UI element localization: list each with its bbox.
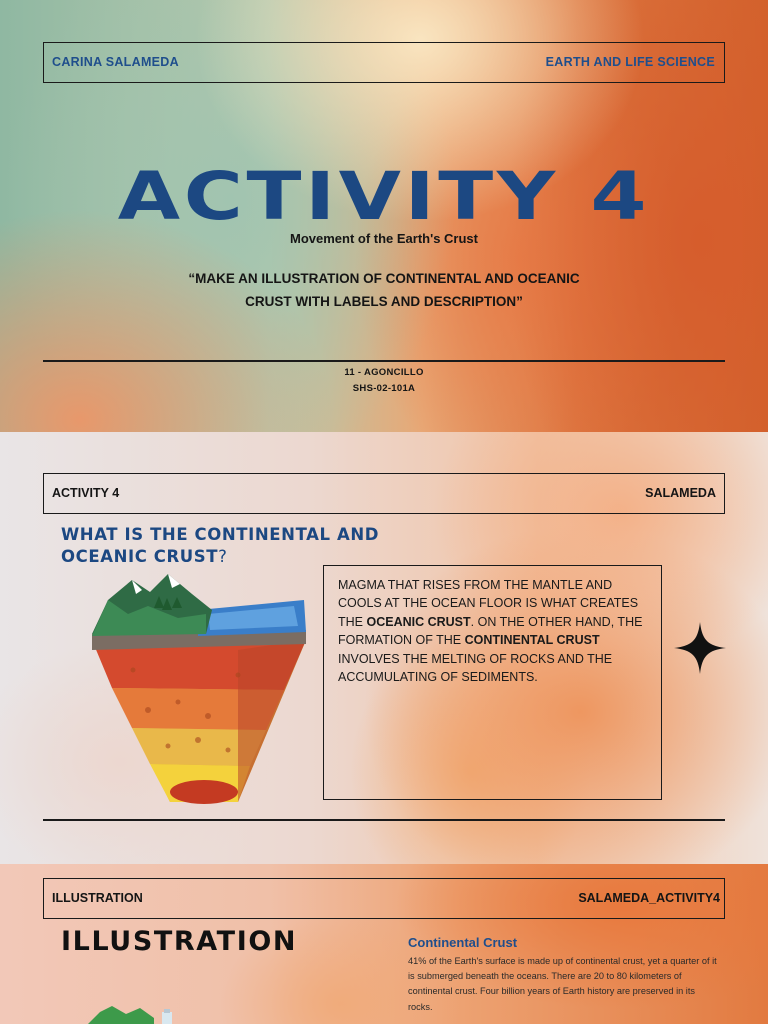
header-section-label: ILLUSTRATION [52, 891, 143, 905]
header-bar [43, 878, 725, 919]
instructions-line-1: “MAKE AN ILLUSTRATION OF CONTINENTAL AND OCEANIC [188, 271, 580, 286]
header-bar [43, 473, 725, 514]
instructions-line-2: CRUST WITH LABELS AND DESCRIPTION” [245, 294, 523, 309]
definition-slide [0, 432, 768, 864]
illustration-heading: ILLUSTRATION [61, 926, 298, 957]
title-slide [0, 0, 768, 432]
earth-layers-illustration [88, 570, 310, 804]
section-label: 11 - AGONCILLO [344, 367, 424, 378]
heading-line-2: OCEANIC CRUST? [61, 547, 228, 566]
term-oceanic-crust: OCEANIC CRUST [366, 614, 471, 629]
illustration-slide [0, 864, 768, 1024]
header-file-label: SALAMEDA_ACTIVITY4 [578, 891, 720, 905]
continental-crust-description: 41% of the Earth's surface is made up of continental crust, yet a quarter of it is submerged beneath the oceans. There are 20 to 80 kilometers of continental crust. Four billion years of Earth history are preserved in its rocks. [408, 956, 717, 1012]
term-continental-crust: CONTINENTAL CRUST [464, 633, 600, 648]
class-code: SHS-02-101A [352, 383, 416, 394]
slide-title: ACTIVITY 4 [117, 158, 651, 235]
header-author-label: SALAMEDA [645, 486, 716, 500]
subject-name: EARTH AND LIFE SCIENCE [545, 55, 715, 69]
definition-text: MAGMA THAT RISES FROM THE MANTLE AND COOLS AT THE OCEAN FLOOR IS WHAT CREATES THE OCEANIC CRUST. ON THE OTHER HAND, THE FORMATION OF THE CONTINENTAL CRUST INVOLVES THE MELTING OF ROCKS AND THE ACCUMULATING OF SEDIMENTS. [323, 565, 662, 800]
heading-line-1: WHAT IS THE CONTINENTAL AND [61, 525, 380, 544]
section-heading [61, 524, 481, 568]
four-point-star-icon [674, 622, 726, 674]
crust-illustration-preview [88, 1004, 188, 1024]
header-bar [43, 42, 725, 83]
continental-crust-title: Continental Crust [408, 935, 518, 950]
header-activity-label: ACTIVITY 4 [52, 486, 120, 500]
divider [43, 360, 725, 362]
author-name: CARINA SALAMEDA [52, 55, 179, 69]
activity-instructions [150, 267, 618, 313]
slide-subtitle: Movement of the Earth's Crust [289, 231, 478, 246]
divider [43, 819, 725, 821]
